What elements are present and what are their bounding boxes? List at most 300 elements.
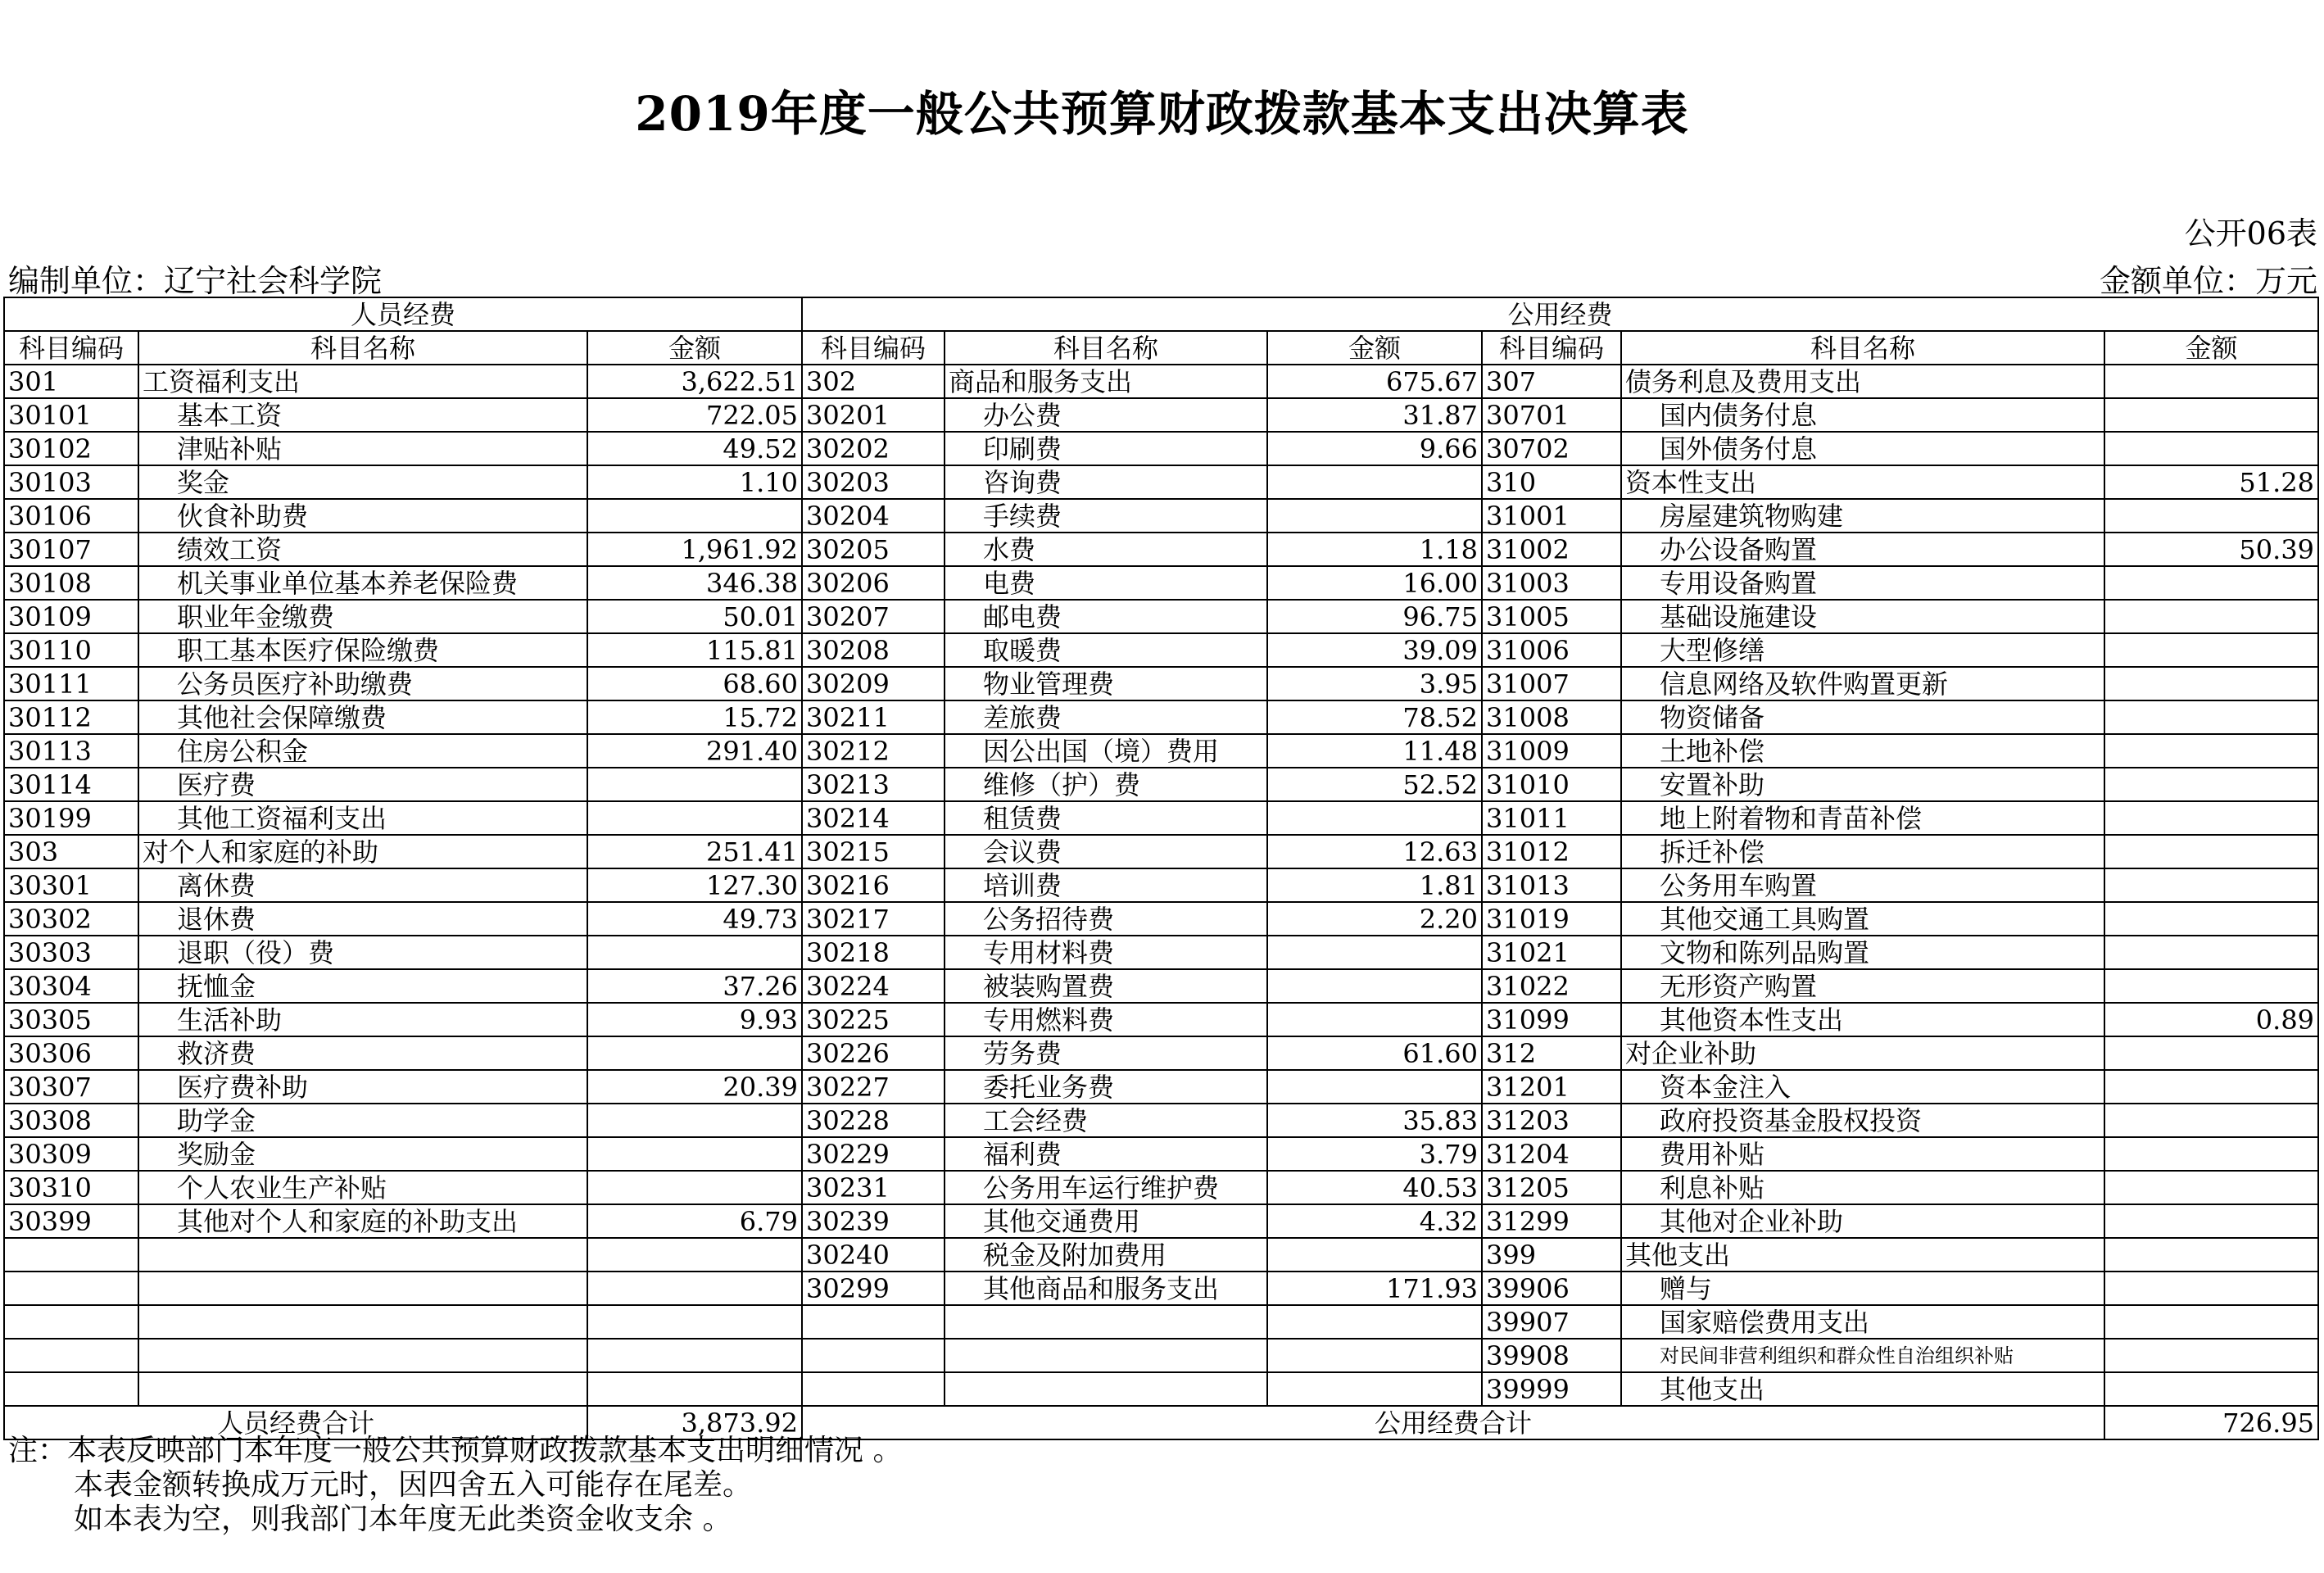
goods-amount-cell: 31.87 (1267, 398, 1482, 432)
other-name-cell: 拆迁补偿 (1621, 835, 2104, 868)
personnel-code-cell: 30106 (4, 499, 138, 533)
goods-name-cell: 咨询费 (945, 465, 1267, 499)
personnel-code-cell: 30110 (4, 633, 138, 667)
personnel-code-cell: 30101 (4, 398, 138, 432)
goods-amount-cell: 2.20 (1267, 902, 1482, 936)
goods-amount-cell: 3.79 (1267, 1137, 1482, 1171)
col-name-header: 科目名称 (138, 331, 587, 365)
other-code-cell: 399 (1482, 1238, 1621, 1272)
personnel-total-label: 人员经费合计 (4, 1406, 587, 1439)
personnel-amount-cell: 251.41 (587, 835, 802, 868)
public-total-label: 公用经费合计 (802, 1406, 2104, 1439)
personnel-code-cell: 30310 (4, 1171, 138, 1204)
goods-amount-cell: 35.83 (1267, 1104, 1482, 1137)
goods-amount-cell: 9.66 (1267, 432, 1482, 465)
other-amount-cell (2104, 1372, 2318, 1406)
other-name-cell: 赠与 (1621, 1272, 2104, 1305)
personnel-amount-cell: 722.05 (587, 398, 802, 432)
other-name-cell: 政府投资基金股权投资 (1621, 1104, 2104, 1137)
goods-amount-cell (1267, 969, 1482, 1003)
goods-name-cell: 租赁费 (945, 801, 1267, 835)
goods-name-cell: 水费 (945, 533, 1267, 566)
other-code-cell: 31007 (1482, 667, 1621, 700)
goods-amount-cell: 12.63 (1267, 835, 1482, 868)
other-code-cell: 310 (1482, 465, 1621, 499)
personnel-amount-cell (587, 1137, 802, 1171)
other-code-cell: 39999 (1482, 1372, 1621, 1406)
personnel-amount-cell (587, 1238, 802, 1272)
goods-name-cell: 维修（护）费 (945, 768, 1267, 801)
goods-amount-cell: 675.67 (1267, 365, 1482, 398)
personnel-amount-cell: 68.60 (587, 667, 802, 700)
personnel-name-cell: 生活补助 (138, 1003, 587, 1036)
personnel-name-cell: 公务员医疗补助缴费 (138, 667, 587, 700)
goods-code-cell: 30224 (802, 969, 945, 1003)
personnel-code-cell: 301 (4, 365, 138, 398)
other-code-cell: 31003 (1482, 566, 1621, 600)
personnel-amount-cell (587, 1305, 802, 1339)
goods-name-cell: 办公费 (945, 398, 1267, 432)
table-row (4, 1339, 2318, 1372)
other-amount-cell (2104, 801, 2318, 835)
table-row (4, 734, 2318, 768)
goods-code-cell: 30209 (802, 667, 945, 700)
personnel-code-cell: 30304 (4, 969, 138, 1003)
other-code-cell: 31013 (1482, 868, 1621, 902)
personnel-code-cell: 30309 (4, 1137, 138, 1171)
personnel-code-cell: 30307 (4, 1070, 138, 1104)
expenditure-table (3, 297, 2319, 1440)
other-amount-cell (2104, 902, 2318, 936)
goods-code-cell: 30204 (802, 499, 945, 533)
personnel-name-cell: 退休费 (138, 902, 587, 936)
other-name-cell: 土地补偿 (1621, 734, 2104, 768)
personnel-code-cell: 30107 (4, 533, 138, 566)
personnel-code-cell: 30109 (4, 600, 138, 633)
table-row (4, 936, 2318, 969)
other-amount-cell (2104, 365, 2318, 398)
goods-amount-cell: 52.52 (1267, 768, 1482, 801)
personnel-amount-cell (587, 768, 802, 801)
goods-code-cell: 30215 (802, 835, 945, 868)
other-name-cell: 地上附着物和青苗补偿 (1621, 801, 2104, 835)
table-row (4, 969, 2318, 1003)
other-name-cell: 资本金注入 (1621, 1070, 2104, 1104)
personnel-name-cell: 职业年金缴费 (138, 600, 587, 633)
compiler-unit: 编制单位：辽宁社会科学院 (8, 263, 383, 299)
personnel-name-cell: 对个人和家庭的补助 (138, 835, 587, 868)
goods-code-cell: 30225 (802, 1003, 945, 1036)
col-name-header: 科目名称 (945, 331, 1267, 365)
col-code-header: 科目编码 (1482, 331, 1621, 365)
personnel-amount-cell (587, 1272, 802, 1305)
group-header-row (4, 297, 2318, 331)
personnel-name-cell: 离休费 (138, 868, 587, 902)
personnel-amount-cell: 115.81 (587, 633, 802, 667)
other-name-cell: 其他支出 (1621, 1238, 2104, 1272)
goods-name-cell: 差旅费 (945, 700, 1267, 734)
personnel-amount-cell: 15.72 (587, 700, 802, 734)
personnel-name-cell (138, 1238, 587, 1272)
personnel-name-cell: 其他工资福利支出 (138, 801, 587, 835)
goods-amount-cell: 171.93 (1267, 1272, 1482, 1305)
personnel-name-cell: 基本工资 (138, 398, 587, 432)
goods-amount-cell: 4.32 (1267, 1204, 1482, 1238)
goods-amount-cell (1267, 499, 1482, 533)
table-row (4, 600, 2318, 633)
table-row (4, 1272, 2318, 1305)
other-code-cell: 30702 (1482, 432, 1621, 465)
personnel-total-value: 3,873.92 (587, 1406, 802, 1439)
note-line: 本表金额转换成万元时，因四舍五入可能存在尾差。 (74, 1468, 753, 1502)
other-code-cell: 31203 (1482, 1104, 1621, 1137)
col-amount-header: 金额 (1267, 331, 1482, 365)
table-row (4, 1104, 2318, 1137)
goods-amount-cell (1267, 1238, 1482, 1272)
other-code-cell: 31205 (1482, 1171, 1621, 1204)
personnel-code-cell: 30108 (4, 566, 138, 600)
other-amount-cell (2104, 936, 2318, 969)
column-header-row (4, 331, 2318, 365)
goods-name-cell: 培训费 (945, 868, 1267, 902)
other-amount-cell (2104, 432, 2318, 465)
personnel-amount-cell (587, 1171, 802, 1204)
goods-name-cell: 税金及附加费用 (945, 1238, 1267, 1272)
other-name-cell: 国家赔偿费用支出 (1621, 1305, 2104, 1339)
other-amount-cell (2104, 667, 2318, 700)
personnel-amount-cell: 37.26 (587, 969, 802, 1003)
other-name-cell: 其他交通工具购置 (1621, 902, 2104, 936)
goods-name-cell: 印刷费 (945, 432, 1267, 465)
goods-amount-cell (1267, 1070, 1482, 1104)
form-number: 公开06表 (2184, 215, 2317, 252)
public-total-value: 726.95 (2104, 1406, 2318, 1439)
personnel-code-cell: 30114 (4, 768, 138, 801)
personnel-amount-cell (587, 801, 802, 835)
table-row (4, 633, 2318, 667)
other-amount-cell (2104, 1171, 2318, 1204)
goods-name-cell: 劳务费 (945, 1036, 1267, 1070)
other-amount-cell (2104, 566, 2318, 600)
goods-amount-cell: 3.95 (1267, 667, 1482, 700)
other-name-cell: 物资储备 (1621, 700, 2104, 734)
personnel-amount-cell (587, 1104, 802, 1137)
goods-name-cell: 专用燃料费 (945, 1003, 1267, 1036)
other-name-cell: 国外债务付息 (1621, 432, 2104, 465)
personnel-code-cell: 30111 (4, 667, 138, 700)
table-row (4, 465, 2318, 499)
table-row (4, 667, 2318, 700)
other-amount-cell (2104, 969, 2318, 1003)
personnel-group-header: 人员经费 (4, 297, 802, 331)
goods-code-cell: 30299 (802, 1272, 945, 1305)
table-row (4, 432, 2318, 465)
personnel-code-cell: 30102 (4, 432, 138, 465)
other-name-cell: 信息网络及软件购置更新 (1621, 667, 2104, 700)
personnel-amount-cell: 3,622.51 (587, 365, 802, 398)
other-code-cell: 31005 (1482, 600, 1621, 633)
goods-amount-cell (1267, 1003, 1482, 1036)
other-name-cell: 房屋建筑物购建 (1621, 499, 2104, 533)
goods-code-cell: 30201 (802, 398, 945, 432)
other-amount-cell (2104, 835, 2318, 868)
other-amount-cell (2104, 398, 2318, 432)
col-code-header: 科目编码 (802, 331, 945, 365)
other-code-cell: 31299 (1482, 1204, 1621, 1238)
personnel-name-cell: 退职（役）费 (138, 936, 587, 969)
goods-code-cell: 30206 (802, 566, 945, 600)
other-code-cell: 31022 (1482, 969, 1621, 1003)
goods-code-cell: 30216 (802, 868, 945, 902)
goods-name-cell: 福利费 (945, 1137, 1267, 1171)
table-row (4, 768, 2318, 801)
other-code-cell: 31011 (1482, 801, 1621, 835)
table-row (4, 1137, 2318, 1171)
goods-code-cell: 30218 (802, 936, 945, 969)
goods-code-cell: 30207 (802, 600, 945, 633)
personnel-amount-cell: 49.73 (587, 902, 802, 936)
personnel-name-cell (138, 1305, 587, 1339)
personnel-name-cell (138, 1339, 587, 1372)
personnel-name-cell (138, 1272, 587, 1305)
goods-name-cell: 电费 (945, 566, 1267, 600)
goods-name-cell: 取暖费 (945, 633, 1267, 667)
other-amount-cell (2104, 768, 2318, 801)
table-row (4, 868, 2318, 902)
goods-amount-cell (1267, 1339, 1482, 1372)
personnel-name-cell: 奖金 (138, 465, 587, 499)
other-code-cell: 31204 (1482, 1137, 1621, 1171)
goods-amount-cell (1267, 465, 1482, 499)
other-name-cell: 办公设备购置 (1621, 533, 2104, 566)
goods-amount-cell: 11.48 (1267, 734, 1482, 768)
personnel-name-cell: 医疗费补助 (138, 1070, 587, 1104)
goods-code-cell: 30239 (802, 1204, 945, 1238)
goods-code-cell: 30229 (802, 1137, 945, 1171)
table-row (4, 835, 2318, 868)
personnel-amount-cell: 1,961.92 (587, 533, 802, 566)
personnel-code-cell: 30306 (4, 1036, 138, 1070)
personnel-name-cell: 绩效工资 (138, 533, 587, 566)
personnel-code-cell: 30113 (4, 734, 138, 768)
goods-code-cell: 30205 (802, 533, 945, 566)
goods-code-cell: 30202 (802, 432, 945, 465)
other-code-cell: 39907 (1482, 1305, 1621, 1339)
goods-code-cell (802, 1372, 945, 1406)
col-amount-header: 金额 (2104, 331, 2318, 365)
personnel-name-cell: 医疗费 (138, 768, 587, 801)
other-amount-cell (2104, 734, 2318, 768)
other-name-cell: 专用设备购置 (1621, 566, 2104, 600)
other-code-cell: 31006 (1482, 633, 1621, 667)
personnel-name-cell: 津贴补贴 (138, 432, 587, 465)
personnel-name-cell: 抚恤金 (138, 969, 587, 1003)
other-amount-cell (2104, 868, 2318, 902)
personnel-code-cell: 30199 (4, 801, 138, 835)
table-row (4, 533, 2318, 566)
personnel-name-cell: 助学金 (138, 1104, 587, 1137)
personnel-code-cell (4, 1372, 138, 1406)
goods-name-cell: 其他交通费用 (945, 1204, 1267, 1238)
other-amount-cell (2104, 1036, 2318, 1070)
personnel-name-cell: 个人农业生产补贴 (138, 1171, 587, 1204)
other-amount-cell (2104, 1204, 2318, 1238)
goods-name-cell: 公务招待费 (945, 902, 1267, 936)
other-amount-cell (2104, 499, 2318, 533)
other-name-cell: 无形资产购置 (1621, 969, 2104, 1003)
goods-amount-cell (1267, 936, 1482, 969)
goods-name-cell: 其他商品和服务支出 (945, 1272, 1267, 1305)
personnel-amount-cell: 6.79 (587, 1204, 802, 1238)
personnel-name-cell: 奖励金 (138, 1137, 587, 1171)
other-name-cell: 大型修缮 (1621, 633, 2104, 667)
goods-amount-cell: 96.75 (1267, 600, 1482, 633)
other-code-cell: 31008 (1482, 700, 1621, 734)
other-code-cell: 31099 (1482, 1003, 1621, 1036)
table-row (4, 365, 2318, 398)
goods-code-cell: 30208 (802, 633, 945, 667)
other-name-cell: 公务用车购置 (1621, 868, 2104, 902)
goods-name-cell: 公务用车运行维护费 (945, 1171, 1267, 1204)
personnel-amount-cell: 346.38 (587, 566, 802, 600)
personnel-name-cell: 职工基本医疗保险缴费 (138, 633, 587, 667)
other-code-cell: 31002 (1482, 533, 1621, 566)
table-row (4, 566, 2318, 600)
goods-amount-cell (1267, 1372, 1482, 1406)
personnel-code-cell: 30301 (4, 868, 138, 902)
public-group-header: 公用经费 (802, 297, 2318, 331)
other-amount-cell (2104, 600, 2318, 633)
goods-name-cell: 因公出国（境）费用 (945, 734, 1267, 768)
goods-amount-cell: 1.81 (1267, 868, 1482, 902)
goods-name-cell (945, 1305, 1267, 1339)
personnel-code-cell (4, 1339, 138, 1372)
goods-code-cell (802, 1339, 945, 1372)
other-name-cell: 国内债务付息 (1621, 398, 2104, 432)
goods-code-cell: 30228 (802, 1104, 945, 1137)
personnel-code-cell: 30399 (4, 1204, 138, 1238)
personnel-code-cell: 303 (4, 835, 138, 868)
table-row (4, 700, 2318, 734)
goods-code-cell: 30203 (802, 465, 945, 499)
goods-name-cell: 商品和服务支出 (945, 365, 1267, 398)
page-title: 2019年度一般公共预算财政拨款基本支出决算表 (635, 86, 1689, 142)
personnel-name-cell: 机关事业单位基本养老保险费 (138, 566, 587, 600)
other-amount-cell (2104, 1137, 2318, 1171)
personnel-code-cell: 30302 (4, 902, 138, 936)
table-row (4, 499, 2318, 533)
personnel-name-cell: 伙食补助费 (138, 499, 587, 533)
other-name-cell: 对企业补助 (1621, 1036, 2104, 1070)
goods-amount-cell: 39.09 (1267, 633, 1482, 667)
goods-code-cell: 30231 (802, 1171, 945, 1204)
note-line: 注：本表反映部门本年度一般公共预算财政拨款基本支出明细情况 。 (8, 1434, 903, 1467)
other-amount-cell (2104, 633, 2318, 667)
other-amount-cell (2104, 1238, 2318, 1272)
goods-code-cell: 30217 (802, 902, 945, 936)
goods-amount-cell: 16.00 (1267, 566, 1482, 600)
other-name-cell: 其他对企业补助 (1621, 1204, 2104, 1238)
goods-code-cell: 30227 (802, 1070, 945, 1104)
goods-name-cell (945, 1339, 1267, 1372)
table-row (4, 801, 2318, 835)
table-row (4, 1204, 2318, 1238)
other-code-cell: 39906 (1482, 1272, 1621, 1305)
personnel-amount-cell: 1.10 (587, 465, 802, 499)
table-row (4, 1036, 2318, 1070)
personnel-code-cell: 30112 (4, 700, 138, 734)
other-code-cell: 31009 (1482, 734, 1621, 768)
goods-amount-cell: 40.53 (1267, 1171, 1482, 1204)
personnel-amount-cell (587, 936, 802, 969)
personnel-amount-cell (587, 499, 802, 533)
other-name-cell: 基础设施建设 (1621, 600, 2104, 633)
goods-code-cell: 30214 (802, 801, 945, 835)
table-row (4, 398, 2318, 432)
goods-name-cell: 工会经费 (945, 1104, 1267, 1137)
other-amount-cell (2104, 1339, 2318, 1372)
col-name-header: 科目名称 (1621, 331, 2104, 365)
other-amount-cell: 51.28 (2104, 465, 2318, 499)
goods-code-cell: 30213 (802, 768, 945, 801)
personnel-code-cell: 30308 (4, 1104, 138, 1137)
col-amount-header: 金额 (587, 331, 802, 365)
personnel-name-cell: 其他对个人和家庭的补助支出 (138, 1204, 587, 1238)
amount-unit: 金额单位：万元 (2099, 263, 2317, 299)
other-name-cell: 利息补贴 (1621, 1171, 2104, 1204)
table-row (4, 1171, 2318, 1204)
other-code-cell: 39908 (1482, 1339, 1621, 1372)
table-row (4, 1372, 2318, 1406)
personnel-amount-cell: 291.40 (587, 734, 802, 768)
other-name-cell: 其他资本性支出 (1621, 1003, 2104, 1036)
goods-name-cell: 物业管理费 (945, 667, 1267, 700)
other-code-cell: 31012 (1482, 835, 1621, 868)
personnel-name-cell: 救济费 (138, 1036, 587, 1070)
table-row (4, 902, 2318, 936)
goods-name-cell: 邮电费 (945, 600, 1267, 633)
other-code-cell: 312 (1482, 1036, 1621, 1070)
other-name-cell: 费用补贴 (1621, 1137, 2104, 1171)
goods-amount-cell: 78.52 (1267, 700, 1482, 734)
other-code-cell: 30701 (1482, 398, 1621, 432)
col-code-header: 科目编码 (4, 331, 138, 365)
other-code-cell: 31021 (1482, 936, 1621, 969)
other-code-cell: 31019 (1482, 902, 1621, 936)
personnel-code-cell (4, 1272, 138, 1305)
personnel-amount-cell (587, 1036, 802, 1070)
goods-code-cell: 30226 (802, 1036, 945, 1070)
other-code-cell: 307 (1482, 365, 1621, 398)
personnel-amount-cell: 50.01 (587, 600, 802, 633)
other-amount-cell (2104, 1070, 2318, 1104)
goods-code-cell: 30240 (802, 1238, 945, 1272)
personnel-amount-cell (587, 1372, 802, 1406)
personnel-amount-cell (587, 1339, 802, 1372)
other-name-cell: 债务利息及费用支出 (1621, 365, 2104, 398)
other-name-cell: 安置补助 (1621, 768, 2104, 801)
table-row (4, 1238, 2318, 1272)
personnel-amount-cell: 127.30 (587, 868, 802, 902)
other-name-cell: 对民间非营利组织和群众性自治组织补贴 (1621, 1339, 2104, 1372)
goods-name-cell: 委托业务费 (945, 1070, 1267, 1104)
other-name-cell: 资本性支出 (1621, 465, 2104, 499)
goods-name-cell: 手续费 (945, 499, 1267, 533)
other-name-cell: 文物和陈列品购置 (1621, 936, 2104, 969)
other-code-cell: 31010 (1482, 768, 1621, 801)
personnel-name-cell: 住房公积金 (138, 734, 587, 768)
goods-code-cell (802, 1305, 945, 1339)
